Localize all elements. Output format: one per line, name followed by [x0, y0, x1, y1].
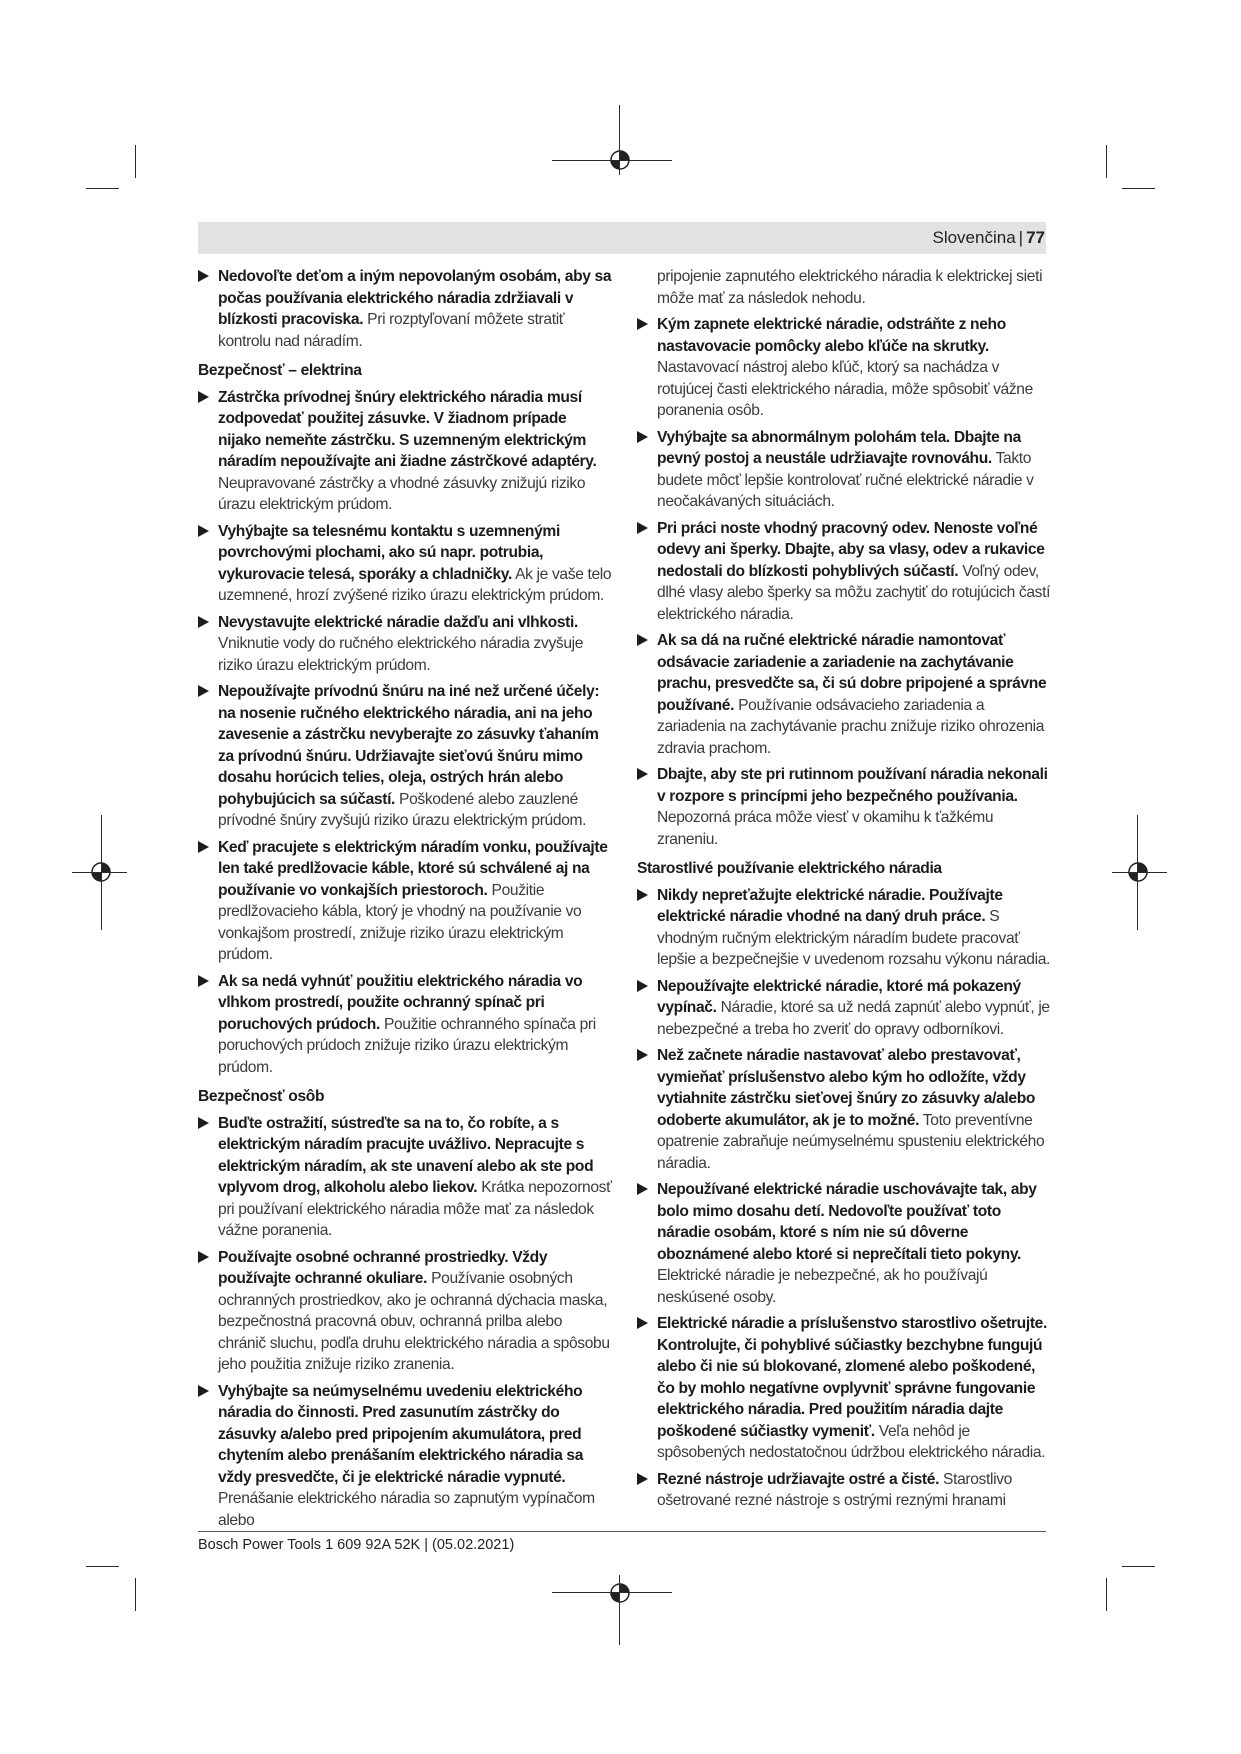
- item-bold-text: Keď pracujete s elektrickým náradím vonku, používajte len také predlžovacie káble, ktoré sú schválené aj na používanie vo vonkajších priestoroch.: [218, 838, 608, 899]
- item-bold-text: Zástrčka prívodnej šnúry elektrického náradia musí zodpovedať použitej zásuvke. V žiadnom prípade nijako nemeňte zástrčku. S uzemneným elektrickým náradím nepoužívajte ani žiadne zástrčkové adaptéry.: [218, 388, 597, 470]
- header-language: Slovenčina: [932, 228, 1016, 247]
- safety-item: [198, 612, 613, 677]
- item-text: Nastavovací nástroj alebo kľúč, ktorý sa nachádza v rotujúcej časti elektrického náradia, môže spôsobiť vážne poranenia osôb.: [657, 359, 1033, 419]
- item-bold-text: Buďte ostražití, sústreďte sa na to, čo robíte, a s elektrickým náradím pracujte uvážlivo. Nepracujte s elektrickým náradím, ak ste unavení alebo ak ste pod vplyvom drog, alkoholu alebo liekov.: [218, 1114, 594, 1196]
- item-bold-text: Rezné nástroje udržiavajte ostré a čisté.: [657, 1470, 940, 1488]
- bullet-arrow-icon: [637, 431, 648, 443]
- item-text: Ak je vaše telo uzemnené, hrozí zvýšené riziko úrazu elektrickým prúdom.: [218, 565, 612, 604]
- crop-mark: [86, 1566, 119, 1567]
- item-bold-text: Nikdy nepreťažujte elektrické náradie. Používajte elektrické náradie vhodné na daný druh práce.: [657, 886, 1003, 925]
- safety-item: [637, 1045, 1052, 1174]
- item-text: Toto preventívne opatrenie zabraňuje neúmyselnému spusteniu elektrického náradia.: [657, 1111, 1045, 1172]
- item-bold-text: Používajte osobné ochranné prostriedky. Vždy používajte ochranné okuliare.: [218, 1248, 548, 1287]
- safety-item: [637, 314, 1052, 422]
- item-bold-text: Nepoužívané elektrické náradie uschovávajte tak, aby bolo mimo dosahu detí. Nedovoľte používať toto náradie osobám, ktoré s ním nie sú dôverne oboznámené alebo ktoré si neprečítali tieto pokyny.: [657, 1181, 1037, 1263]
- safety-item: [637, 1313, 1052, 1464]
- item-text: Krátka nepozornosť pri používaní elektrického náradia môže mať za následok vážne poranenia.: [218, 1179, 612, 1239]
- bullet-arrow-icon: [198, 841, 209, 853]
- item-bold-text: Kým zapnete elektrické náradie, odstráňte z neho nastavovacie pomôcky alebo kľúče na skrutky.: [657, 316, 1006, 355]
- item-bold-text: Vyhýbajte sa neúmyselnému uvedeniu elektrického náradia do činnosti. Pred zasunutím zástrčky do zásuvky a/alebo pred pripojením akumulátora, pred chytením alebo prenášaním elektrického náradia sa vždy presvedčte, či je elektrické náradie vypnuté.: [218, 1382, 584, 1486]
- section-heading-electrical: Bezpečnosť – elektrina: [198, 362, 362, 379]
- item-bold-text: Nepoužívajte elektrické náradie, ktoré má pokazený vypínač.: [657, 977, 1021, 1016]
- item-bold-text: Než začnete náradie nastavovať alebo prestavovať, vymieňať príslušenstvo alebo kým ho odložíte, vždy vytiahnite zástrčku sieťovej šnúry zo zásuvky a/alebo odoberte akumulátor, ak je to možné.: [657, 1047, 1036, 1129]
- page-header: [932, 228, 1045, 248]
- item-text: Starostlivo ošetrované rezné nástroje s ostrými reznými hranami: [657, 1470, 1012, 1509]
- safety-item: [198, 1113, 613, 1242]
- safety-item: [637, 1179, 1052, 1308]
- bullet-arrow-icon: [198, 685, 209, 697]
- bullet-arrow-icon: [637, 980, 648, 992]
- item-text: Používanie osobných ochranných prostriedkov, ako je ochranná dýchacia maska, bezpečnostná pracovná obuv, ochranná prilba alebo chránič sluchu, podľa druhu elektrického náradia a spôsobu jeho použitia znižuje riziko zranenia.: [218, 1270, 610, 1373]
- bullet-arrow-icon: [637, 889, 648, 901]
- item-text: Použitie predlžovacieho kábla, ktorý je vhodný na používanie vo vonkajšom prostredí, znižuje riziko úrazu elektrickým prúdom.: [218, 881, 582, 963]
- item-text: Veľa nehôd je spôsobených nedostatočnou údržbou elektrického náradia.: [657, 1422, 1046, 1461]
- safety-item: [637, 427, 1052, 513]
- bullet-arrow-icon: [198, 270, 209, 282]
- bullet-arrow-icon: [198, 1385, 209, 1397]
- safety-item: [198, 681, 613, 832]
- bullet-arrow-icon: [637, 1473, 648, 1485]
- crop-mark: [135, 1578, 136, 1611]
- safety-item: [198, 837, 613, 966]
- item-bold-text: Ak sa nedá vyhnúť použitiu elektrického náradia vo vlhkom prostredí, použite ochranný spínač pri poruchových prúdoch.: [218, 972, 583, 1033]
- registration-line: [552, 1592, 672, 1593]
- safety-item: [198, 1381, 613, 1532]
- bullet-arrow-icon: [637, 318, 648, 330]
- bullet-arrow-icon: [198, 975, 209, 987]
- bullet-arrow-icon: [637, 1317, 648, 1329]
- registration-line: [619, 1575, 620, 1645]
- footer-divider: [198, 1531, 1046, 1532]
- bullet-arrow-icon: [198, 1251, 209, 1263]
- item-text: Vniknutie vody do ručného elektrického náradia zvyšuje riziko úrazu elektrickým prúdom.: [218, 635, 584, 674]
- bullet-arrow-icon: [198, 391, 209, 403]
- registration-line: [619, 105, 620, 175]
- item-bold-text: Elektrické náradie a príslušenstvo starostlivo ošetrujte. Kontrolujte, či pohyblivé súčiastky bezchybne fungujú alebo či nie sú blokované, zlomené alebo poškodené, čo by mohlo negatívne ovplyvniť správne fungovanie elektrického náradia. Pred použitím náradia dajte poškodené súčiastky vymeniť.: [657, 1315, 1047, 1440]
- bullet-arrow-icon: [637, 768, 648, 780]
- page-number: 77: [1026, 228, 1045, 247]
- safety-item: [198, 266, 613, 352]
- item-bold-text: Vyhýbajte sa abnormálnym polohám tela. Dbajte na pevný postoj a neustále udržiavajte rovnováhu.: [657, 428, 1021, 467]
- section-heading-use: Starostlivé používanie elektrického náradia: [637, 860, 942, 877]
- safety-item: [637, 764, 1052, 850]
- crop-mark: [1122, 1566, 1155, 1567]
- item-bold-text: Ak sa dá na ručné elektrické náradie namontovať odsávacie zariadenie a zariadenie na zachytávanie prachu, presvedčte sa, či sú dobre pripojené a správne používané.: [657, 632, 1047, 714]
- safety-item: [198, 971, 613, 1079]
- crop-mark: [135, 145, 136, 178]
- safety-item: [637, 976, 1052, 1041]
- right-column: [637, 266, 1052, 1517]
- crop-mark: [1122, 188, 1155, 189]
- item-bold-text: Nepoužívajte prívodnú šnúru na iné než určené účely: na nosenie ručného elektrického náradia, ani na jeho zavesenie a zástrčku nevyberajte zo zásuvky ťahaním za prívodnú šnúru. Udržiavajte sieťovú šnúru mimo dosahu horúcich telies, oleja, ostrých hrán alebo pohybujúcich sa súčastí.: [218, 683, 600, 808]
- bullet-arrow-icon: [637, 634, 648, 646]
- item-bold-text: Nevystavujte elektrické náradie dažďu ani vlhkosti.: [218, 613, 578, 631]
- item-text: Prenášanie elektrického náradia so zapnutým vypínačom alebo: [218, 1490, 595, 1529]
- bullet-arrow-icon: [637, 522, 648, 534]
- item-text: Použitie ochranného spínača pri poruchových prúdoch znižuje riziko úrazu elektrickým prúdom.: [218, 1015, 596, 1076]
- crop-mark: [1106, 1578, 1107, 1611]
- safety-item: [637, 885, 1052, 971]
- item-text: Pri rozptyľovaní môžete stratiť kontrolu nad náradím.: [218, 311, 565, 350]
- item-bold-text: Pri práci noste vhodný pracovný odev. Nenoste voľné odevy ani šperky. Dbajte, aby sa vlasy, odev a rukavice nedostali do blízkosti pohyblivých súčastí.: [657, 519, 1045, 580]
- item-text: Elektrické náradie je nebezpečné, ak ho používajú neskúsené osoby.: [657, 1267, 988, 1306]
- header-band: [198, 222, 1046, 254]
- safety-item: [198, 1247, 613, 1376]
- item-bold-text: Vyhýbajte sa telesnému kontaktu s uzemnenými povrchovými plochami, ako sú napr. potrubia, vykurovacie telesá, sporáky a chladničky.: [218, 522, 560, 583]
- bullet-arrow-icon: [637, 1183, 648, 1195]
- left-column: [198, 266, 613, 1536]
- continued-text: pripojenie zapnutého elektrického náradia k elektrickej sieti môže mať za následok nehodu.: [657, 268, 1043, 307]
- registration-line: [1112, 872, 1167, 873]
- safety-item: [198, 387, 613, 516]
- item-text: Takto budete môcť lepšie kontrolovať ručné elektrické náradie v neočakávaných situáciách.: [657, 450, 1034, 510]
- safety-item: [637, 630, 1052, 759]
- safety-item: [637, 1469, 1052, 1512]
- page-footer: Bosch Power Tools 1 609 92A 52K | (05.02.2021): [198, 1537, 515, 1553]
- item-text: Poškodené alebo zauzlené prívodné šnúry zvyšujú riziko úrazu elektrickým prúdom.: [218, 790, 587, 829]
- item-text: Neupravované zástrčky a vhodné zásuvky znižujú riziko úrazu elektrickým prúdom.: [218, 474, 586, 513]
- registration-mark-icon: [605, 1578, 635, 1608]
- item-text: Používanie odsávacieho zariadenia a zariadenia na zachytávanie prachu znižuje riziko ohrozenia zdravia prachom.: [657, 696, 1045, 757]
- item-text: Voľný odev, dlhé vlasy alebo šperky sa môžu zachytiť do rotujúcich častí elektrického náradia.: [657, 562, 1051, 623]
- bullet-arrow-icon: [198, 616, 209, 628]
- crop-mark: [86, 188, 119, 189]
- registration-line: [552, 160, 672, 161]
- header-separator: |: [1018, 228, 1024, 247]
- section-heading-persons: Bezpečnosť osôb: [198, 1088, 325, 1105]
- safety-item: [637, 518, 1052, 626]
- registration-line: [72, 872, 127, 873]
- safety-item: [198, 521, 613, 607]
- crop-mark: [1106, 145, 1107, 178]
- bullet-arrow-icon: [198, 1117, 209, 1129]
- item-text: Nepozorná práca môže viesť v okamihu k ťažkému zraneniu.: [657, 809, 994, 848]
- item-text: S vhodným ručným elektrickým náradím budete pracovať lepšie a bezpečnejšie v uvedenom rozsahu výkonu náradia.: [657, 908, 1051, 968]
- item-bold-text: Nedovoľte deťom a iným nepovolaným osobám, aby sa počas používania elektrického náradia zdržiavali v blízkosti pracoviska.: [218, 268, 612, 328]
- item-bold-text: Dbajte, aby ste pri rutinnom používaní náradia nekonali v rozpore s princípmi jeho bezpečného používania.: [657, 766, 1048, 805]
- bullet-arrow-icon: [198, 525, 209, 537]
- bullet-arrow-icon: [637, 1049, 648, 1061]
- item-text: Náradie, ktoré sa už nedá zapnúť alebo vypnúť, je nebezpečné a treba ho zveriť do opravy odborníkovi.: [657, 999, 1050, 1038]
